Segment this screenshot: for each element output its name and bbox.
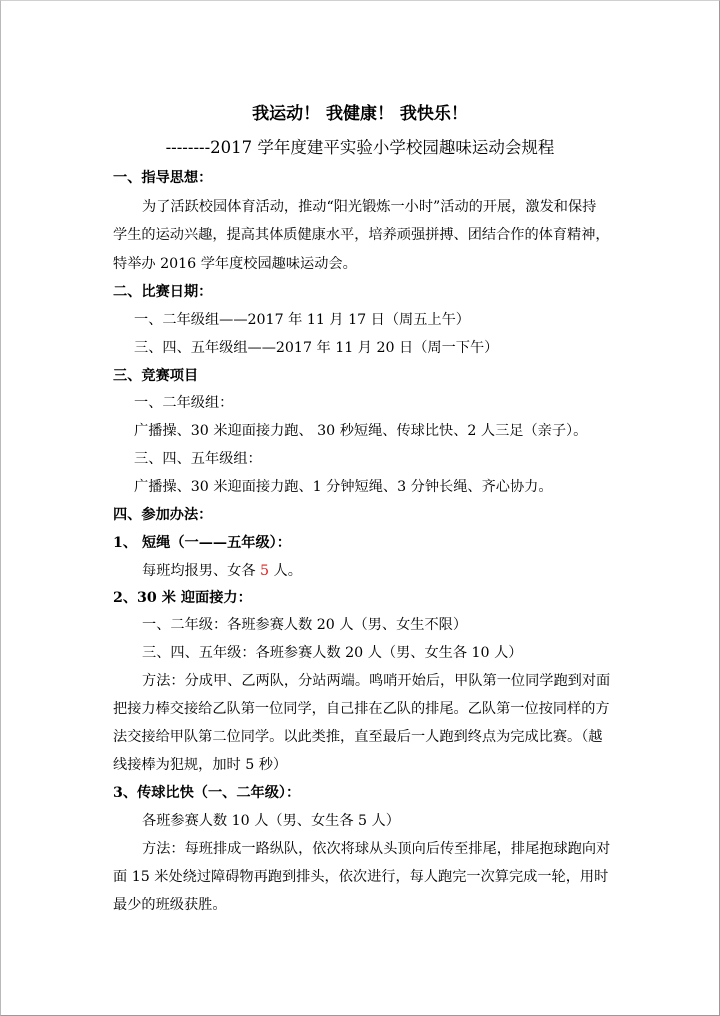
paragraph-line: 最少的班级获胜。 <box>113 897 227 913</box>
section-heading-events: 三、竞赛项目 <box>113 368 199 384</box>
item-heading-relay: 2、30 米 迎面接力： <box>113 590 252 606</box>
paragraph-line: 方法：每班排成一路纵队，依次将球从头顶向后传至排尾，排尾抱球跑向对 <box>142 841 611 857</box>
group-label-grade-3-5: 三、四、五年级组： <box>134 451 262 467</box>
date-line-grade-3-5: 三、四、五年级组——2017 年 11 月 20 日（周一下午） <box>134 340 499 356</box>
paragraph-line: 为了活跃校园体育活动，推动“阳光锻炼一小时”活动的开展，激发和保持 <box>142 199 597 215</box>
relay-line-grade-3-5: 三、四、五年级：各班参赛人数 20 人（男、女生各 10 人） <box>142 645 523 661</box>
document-subtitle: --------2017 学年度建平实验小学校园趣味运动会规程 <box>165 138 555 157</box>
item-heading-ball-pass: 3、传球比快（一、二年级）： <box>113 785 301 801</box>
relay-line-grade-1-2: 一、二年级：各班参赛人数 20 人（男、女生不限） <box>142 617 468 633</box>
section-heading-date: 二、比赛日期： <box>113 284 213 300</box>
text-segment: 每班均报男、女各 <box>142 563 261 579</box>
paragraph-line: 线接棒为犯规，加时 5 秒） <box>113 757 288 773</box>
ball-pass-participants: 各班参赛人数 10 人（男、女生各 5 人） <box>142 813 400 829</box>
paragraph-line: 面 15 米处绕过障碍物再跑到排头，依次进行，每人跑完一次算完成一轮，用时 <box>113 869 609 885</box>
text-segment: 人。 <box>269 563 302 579</box>
paragraph-line: 方法：分成甲、乙两队，分站两端。鸣哨开始后，甲队第一位同学跑到对面 <box>142 673 611 689</box>
group-events-grade-3-5: 广播操、30 米迎面接力跑、1 分钟短绳、3 分钟长绳、齐心协力。 <box>134 479 553 495</box>
date-line-grade-1-2: 一、二年级组——2017 年 11 月 17 日（周五上午） <box>134 312 470 328</box>
paragraph-line: 法交接给甲队第二位同学。以此类推，直至最后一人跑到终点为完成比赛。（越 <box>113 729 603 745</box>
paragraph-line: 特举办 2016 学年度校园趣味运动会。 <box>113 256 357 272</box>
group-label-grade-1-2: 一、二年级组： <box>134 395 234 411</box>
section-heading-guiding: 一、指导思想： <box>113 170 213 186</box>
paragraph-line: 学生的运动兴趣，提高其体质健康水平，培养顽强拼搏、团结合作的体育精神， <box>113 227 610 243</box>
document-title: 我运动！ 我健康！ 我快乐！ <box>252 104 468 124</box>
group-events-grade-1-2: 广播操、30 米迎面接力跑、 30 秒短绳、传球比快、2 人三足（亲子）。 <box>134 423 588 439</box>
section-heading-participation: 四、参加办法： <box>113 507 213 523</box>
paragraph-line: 把接力棒交接给乙队第一位同学，自己排在乙队的排尾。乙队第一位按同样的方 <box>113 701 610 717</box>
highlighted-number: 5 <box>260 563 270 579</box>
item-text-short-rope <box>142 561 302 581</box>
item-heading-short-rope: 1、 短绳（一——五年级）： <box>113 535 291 551</box>
